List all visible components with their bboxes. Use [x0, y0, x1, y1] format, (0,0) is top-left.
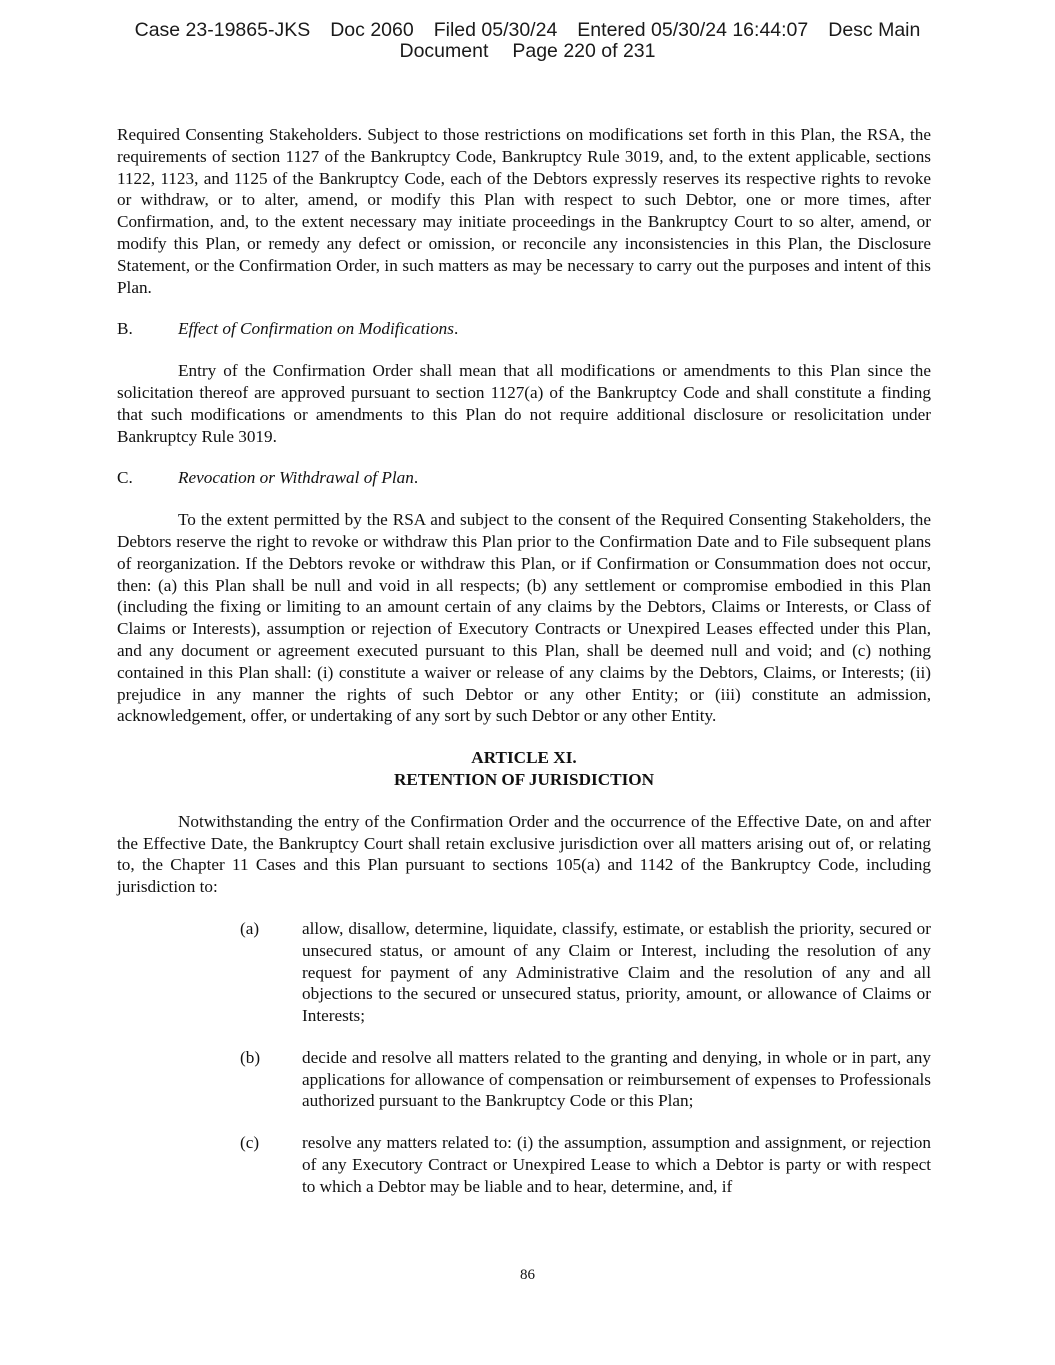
document-body: [117, 124, 931, 1198]
list-item: [240, 1047, 931, 1112]
section-b-letter: B.: [117, 319, 133, 339]
article-intro-paragraph: Notwithstanding the entry of the Confirmation Order and the occurrence of the Effective Date, on and after the Effective Date, the Bankruptcy Court shall retain exclusive jurisdiction over all matters arising out of, or relating to, the Chapter 11 Cases and this Plan pursuant to sections 105(a) and 1142 of the Bankruptcy Code, including jurisdiction to:: [117, 811, 931, 897]
list-item-marker: (a): [240, 918, 260, 938]
desc-label: Desc Main: [828, 19, 921, 41]
filing-header-line1: [0, 20, 1055, 41]
section-c-title-wrap: [178, 467, 418, 489]
list-item-marker: (b): [240, 1047, 261, 1067]
section-c-title: Revocation or Withdrawal of Plan: [178, 468, 414, 488]
page-number: 86: [520, 1267, 535, 1283]
section-b-period: .: [453, 319, 459, 339]
document-label: Document: [399, 40, 489, 62]
article-number: ARTICLE XI.: [471, 748, 577, 768]
section-b-title: Effect of Confirmation on Modifications: [178, 319, 454, 339]
intro-paragraph: Required Consenting Stakeholders. Subject to those restrictions on modifications set forth in this Plan, the RSA, the requirements of section 1127 of the Bankruptcy Code, Bankruptcy Rule 3019, and, to the extent applicable, sections 1122, 1123, and 1125 of the Bankruptcy Code, each of the Debtors expressly reserves its respective rights to revoke or withdraw, or to alter, amend, or modify this Plan with respect to such Debtor, one or more times, after Confirmation, and, to the extent necessary may initiate proceedings in the Bankruptcy Court to so alter, amend, or modify this Plan, or remedy any defect or omission, or reconcile any inconsistencies in this Plan, the Disclosure Statement, or the Confirmation Order, in such matters as may be necessary to carry out the purposes and intent of this Plan.: [117, 125, 931, 297]
filed-date: Filed 05/30/24: [433, 19, 558, 41]
case-number: Case 23-19865-JKS: [134, 19, 311, 41]
page-count: Page 220 of 231: [512, 40, 656, 62]
filing-header-line2: [0, 41, 1055, 62]
filing-header: [0, 20, 1055, 62]
list-item-text: decide and resolve all matters related to the granting and denying, in whole or in part, any applications for allowance of compensation or reimbursement of expenses to Professionals authorized pursuant to the Bankruptcy Code or this Plan;: [302, 1047, 931, 1111]
article-heading: [117, 747, 931, 791]
section-b-paragraph: Entry of the Confirmation Order shall mean that all modifications or amendments to this Plan since the solicitation thereof are approved pursuant to section 1127(a) of the Bankruptcy Code and shall constitute a finding that such modifications or amendments to this Plan do not require additional disclosure or resolicitation under Bankruptcy Rule 3019.: [117, 361, 931, 446]
section-c-heading: [117, 467, 931, 489]
list-item: [240, 1132, 931, 1197]
section-c-letter: C.: [117, 468, 133, 488]
section-b-title-wrap: [178, 318, 458, 340]
section-c-paragraph: To the extent permitted by the RSA and subject to the consent of the Required Consenting Stakeholders, the Debtors reserve the right to revoke or withdraw this Plan prior to the Confirmation Date and to File subsequent plans of reorganization. If the Debtors revoke or withdraw this Plan, or if Confirmation or Consummation does not occur, then: (a) this Plan shall be null and void in all respects; (b) any settlement or compromise embodied in this Plan (including the fixing or limiting to an amount certain of any claims by the Debtors, Claims or Interests, or Class of Claims or Interests), assumption or rejection of Executory Contracts or Unexpired Leases effected under this Plan, and any document or agreement executed pursuant to this Plan, shall be deemed null and void; and (c) nothing contained in this Plan shall: (i) constitute a waiver or release of any claims by the Debtors, Claims, or Interests; (ii) prejudice in any manner the rights of such Debtor or any other Entity; or (iii) constitute an admission, acknowledgement, offer, or undertaking of any sort by such Debtor or any other Entity.: [117, 510, 931, 726]
entered-date: Entered 05/30/24 16:44:07: [577, 19, 809, 41]
section-c-period: .: [413, 468, 419, 488]
section-b-heading: [117, 318, 931, 340]
list-item-marker: (c): [240, 1133, 260, 1153]
article-title: RETENTION OF JURISDICTION: [393, 769, 655, 789]
doc-number: Doc 2060: [330, 19, 414, 41]
list-item-text: resolve any matters related to: (i) the assumption, assumption and assignment, or rejection of any Executory Contract or Unexpired Lease to which a Debtor is party or with respect to which a Debtor may be liable and to hear, determine, and, if: [302, 1133, 931, 1196]
list-item-text: allow, disallow, determine, liquidate, classify, estimate, or establish the priority, secured or unsecured status, or amount of any Claim or Interest, including the resolution of any request for payment of any Administrative Claim and the resolution of any and all objections to the secured or unsecured status, priority, amount, or allowance of Claims or Interests;: [302, 918, 931, 1026]
list-item: [240, 918, 931, 1027]
